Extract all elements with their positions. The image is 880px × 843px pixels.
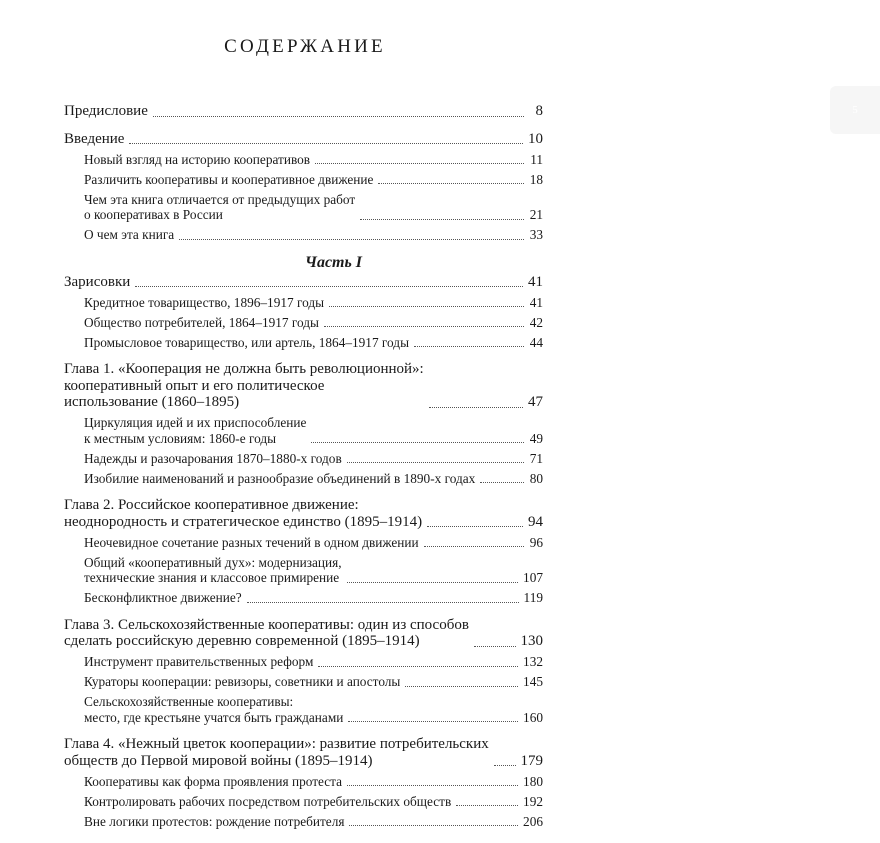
entry-page-number: 132 xyxy=(523,654,543,669)
entry-page-number: 206 xyxy=(523,813,543,829)
entry-title: Изобилие наименований и разнообразие объединений в 1890-х годах xyxy=(84,470,476,486)
dot-leader xyxy=(311,442,524,443)
entry-page-number: 8 xyxy=(535,103,543,119)
entry-page-number: 96 xyxy=(529,534,543,550)
toc-entry[interactable] xyxy=(64,131,543,148)
entry-page-number: 71 xyxy=(529,450,543,466)
toc-entry[interactable] xyxy=(64,274,543,291)
table-of-contents xyxy=(64,103,543,840)
page-title: СОДЕРЖАНИЕ xyxy=(224,36,386,57)
toc-subentry[interactable] xyxy=(64,555,543,586)
toc-subentry[interactable] xyxy=(64,451,543,467)
toc-subentry[interactable] xyxy=(64,415,543,446)
dot-leader xyxy=(347,582,518,583)
dot-leader xyxy=(348,721,518,722)
entry-title: Введение xyxy=(64,130,125,147)
entry-title: Инструмент правительственных реформ xyxy=(84,654,314,669)
dot-leader xyxy=(153,116,524,117)
entry-title: Промысловое товарищество, или артель, 1864–1917 годы xyxy=(84,334,410,350)
dot-leader xyxy=(347,462,524,463)
toc-subentry[interactable] xyxy=(64,814,543,830)
toc-subentry[interactable] xyxy=(64,227,543,243)
toc-subentry[interactable] xyxy=(64,590,543,606)
page-number-tab: 5 xyxy=(830,86,880,134)
entry-title: Предисловие xyxy=(64,103,148,119)
toc-section xyxy=(64,497,543,606)
toc-subentry[interactable] xyxy=(64,335,543,351)
toc-subentry[interactable] xyxy=(64,694,543,725)
toc-subentry[interactable] xyxy=(64,774,543,790)
toc-section xyxy=(64,617,543,726)
entry-title: Глава 2. Российское кооперативное движение: неоднородность и стратегическое единство (1895–1914) xyxy=(64,497,423,530)
entry-page-number: 18 xyxy=(529,171,543,187)
entry-page-number: 49 xyxy=(529,430,543,446)
dot-leader xyxy=(179,239,524,240)
entry-page-number: 145 xyxy=(523,674,543,689)
entry-title: Кооперативы как форма проявления протеста xyxy=(84,773,343,789)
dot-leader xyxy=(315,163,524,164)
entry-title: Бесконфликтное движение? xyxy=(84,590,242,605)
toc-entry[interactable] xyxy=(64,497,543,530)
entry-page-number: 33 xyxy=(529,227,543,242)
entry-page-number: 11 xyxy=(530,151,543,167)
dot-leader xyxy=(414,346,524,347)
dot-leader xyxy=(494,765,516,766)
entry-title: Общий «кооперативный дух»: модернизация, технические знания и классовое примирение xyxy=(84,554,342,585)
dot-leader xyxy=(429,407,523,408)
toc-subentry[interactable] xyxy=(64,152,543,168)
entry-page-number: 130 xyxy=(520,633,543,649)
dot-leader xyxy=(405,686,518,687)
dot-leader xyxy=(247,602,519,603)
entry-title: Глава 4. «Нежный цветок кооперации»: развитие потребительских обществ до Первой мировой войны (1895–1914) xyxy=(64,736,489,769)
entry-title: Зарисовки xyxy=(64,273,131,290)
entry-title: Кураторы кооперации: ревизоры, советники и апостолы xyxy=(84,674,401,689)
toc-subentry[interactable] xyxy=(64,315,543,331)
entry-page-number: 44 xyxy=(529,334,543,350)
entry-title: Глава 3. Сельскохозяйственные кооперативы: один из способов сделать российскую деревню современной (1895–1914) xyxy=(64,616,469,649)
toc-subentry[interactable] xyxy=(64,295,543,311)
toc-subentry[interactable] xyxy=(64,471,543,487)
entry-page-number: 41 xyxy=(528,273,543,290)
toc-entry[interactable] xyxy=(64,617,543,650)
entry-title: Общество потребителей, 1864–1917 годы xyxy=(84,314,319,330)
entry-title: Глава 1. «Кооперация не должна быть революционной»: кооперативный опыт и его политическое использование (1860–1895) xyxy=(64,361,424,410)
entry-title: Вне логики протестов: рождение потребителя xyxy=(84,813,345,829)
dot-leader xyxy=(424,546,524,547)
entry-title: Контролировать рабочих посредством потребительских обществ xyxy=(84,793,452,809)
entry-page-number: 80 xyxy=(529,470,543,486)
dot-leader xyxy=(378,183,524,184)
entry-title: Надежды и разочарования 1870–1880-х годов xyxy=(84,450,342,466)
entry-page-number: 42 xyxy=(529,314,543,330)
part-heading: Часть I xyxy=(304,253,363,271)
entry-page-number: 10 xyxy=(528,130,543,147)
dot-leader xyxy=(474,646,516,647)
entry-title: Чем эта книга отличается от предыдущих работ о кооперативах в России xyxy=(84,191,356,222)
toc-subentry[interactable] xyxy=(64,794,543,810)
entry-page-number: 119 xyxy=(523,590,543,605)
toc-subentry[interactable] xyxy=(64,654,543,670)
entry-title: Различить кооперативы и кооперативное движение xyxy=(84,171,374,187)
entry-title: Циркуляция идей и их приспособление к местным условиям: 1860-е годы xyxy=(84,415,307,446)
dot-leader xyxy=(329,306,524,307)
dot-leader xyxy=(349,825,518,826)
toc-subentry[interactable] xyxy=(64,535,543,551)
dot-leader xyxy=(480,482,524,483)
entry-title: Неочевидное сочетание разных течений в одном движении xyxy=(84,534,419,550)
dot-leader xyxy=(427,526,523,527)
dot-leader xyxy=(324,326,524,327)
dot-leader xyxy=(135,286,523,287)
toc-entry[interactable] xyxy=(64,361,543,411)
toc-section xyxy=(64,131,543,243)
toc-subentry[interactable] xyxy=(64,172,543,188)
entry-page-number: 21 xyxy=(529,207,543,222)
entry-page-number: 47 xyxy=(528,394,543,410)
entry-title: Новый взгляд на историю кооперативов xyxy=(84,151,311,167)
entry-page-number: 41 xyxy=(529,294,543,310)
toc-section xyxy=(64,274,543,351)
entry-page-number: 107 xyxy=(523,570,543,585)
dot-leader xyxy=(347,785,518,786)
entry-page-number: 94 xyxy=(528,513,543,530)
entry-page-number: 160 xyxy=(523,709,543,725)
entry-page-number: 180 xyxy=(523,773,543,789)
toc-section xyxy=(64,103,543,120)
dot-leader xyxy=(129,143,523,144)
entry-page-number: 192 xyxy=(523,793,543,809)
toc-section xyxy=(64,361,543,486)
toc-subentry[interactable] xyxy=(64,192,543,223)
toc-entry[interactable] xyxy=(64,103,543,120)
toc-section xyxy=(64,736,543,829)
dot-leader xyxy=(318,666,518,667)
dot-leader xyxy=(456,805,518,806)
entry-title: О чем эта книга xyxy=(84,227,175,242)
toc-subentry[interactable] xyxy=(64,674,543,690)
entry-title: Кредитное товарищество, 1896–1917 годы xyxy=(84,294,325,310)
entry-title: Сельскохозяйственные кооперативы: место, где крестьяне учатся быть гражданами xyxy=(84,694,344,725)
toc-entry[interactable] xyxy=(64,736,543,769)
dot-leader xyxy=(360,219,524,220)
entry-page-number: 179 xyxy=(520,752,543,769)
